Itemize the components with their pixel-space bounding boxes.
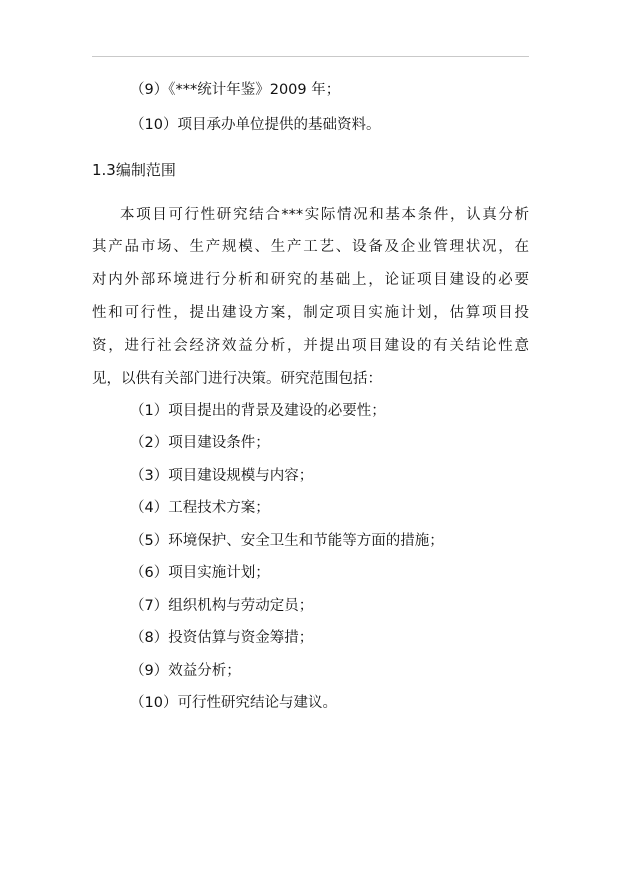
scope-item-8: （8）投资估算与资金筹措； [130,630,314,646]
paragraph-line: 性和可行性，提出建设方案，制定项目实施计划，估算项目投 [92,305,529,321]
header-rule [92,56,529,57]
scope-item-7: （7）组织机构与劳动定员； [130,598,314,614]
scope-item-10: （10）可行性研究结论与建议。 [130,695,337,711]
scope-item-6: （6）项目实施计划； [130,565,270,581]
paragraph-line: 本项目可行性研究结合***实际情况和基本条件，认真分析 [120,207,529,223]
reference-item-10: （10）项目承办单位提供的基础资料。 [130,117,381,133]
scope-item-2: （2）项目建设条件； [130,435,270,451]
scope-item-3: （3）项目建设规模与内容； [130,468,314,484]
paragraph-line: 其产品市场、生产规模、生产工艺、设备及企业管理状况，在 [92,239,529,255]
paragraph-line: 见，以供有关部门进行决策。研究范围包括： [92,371,382,387]
paragraph-line: 对内外部环境进行分析和研究的基础上，论证项目建设的必要 [92,272,529,288]
scope-item-1: （1）项目提出的背景及建设的必要性； [130,403,386,419]
section-heading: 1.3编制范围 [92,161,176,179]
reference-item-9: （9）《***统计年鉴》2009 年； [130,82,341,98]
scope-item-9: （9）效益分析； [130,663,241,679]
scope-item-5: （5）环境保护、安全卫生和节能等方面的措施； [130,533,444,549]
paragraph-line: 资，进行社会经济效益分析，并提出项目建设的有关结论性意 [92,338,529,354]
scope-item-4: （4）工程技术方案； [130,500,270,516]
